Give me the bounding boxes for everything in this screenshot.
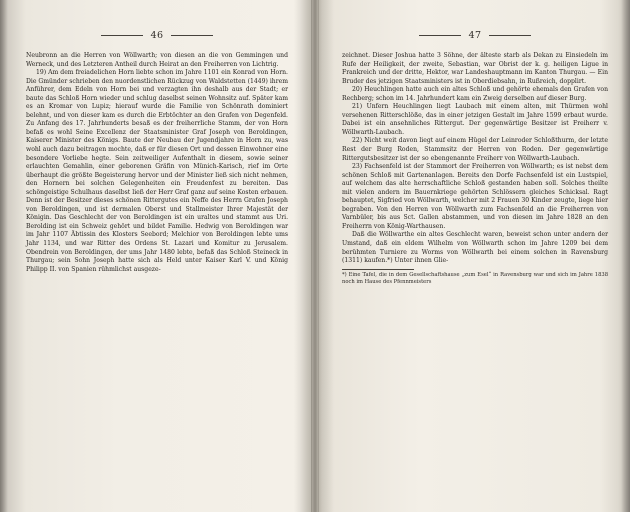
paragraph: Daß die Wöllwarthe ein altes Geschlecht waren, beweist schon unter andern der Umstand, daß ein eldem Wilhelm von Wöllwarth schon im Jahre 1209 bei dem berühmten Turniere zu Worms von Wöllwarth bei einem solchen in Ravensburg (1311) kaufen.*) Unter ihnen Glie-	[342, 231, 608, 265]
folio-rule-right	[489, 35, 531, 36]
paragraph: Neubronn an die Herren von Wöllwarth; von diesen an die von Gemmingen und Werneck, und des Letzteren Antheil durch Heirat an den Freiherren von Lichtrig.	[26, 52, 288, 68]
paragraph: 23) Fachsenfeld ist der Stammort der Freiherren von Wöllwarth; es ist nebst dem schönen Schloß mit Gartenanlagen. Bereits den Dorfe Fachsenfeld ist ein Lustspiel, auf welchem das alte herrschaftliche Schloß gestanden haben soll. Solches theilte mit vielen andern im Bauernkriege gehörten Schlössern gleiches Schicksal. Ragt behauptet, Sigfried von Wöllwarth, welcher mit 2 Frauen 30 Kinder zeugte, liege hier begraben. Von den Herren von Wöllwarth zum Fachsenfeld an die Freiherren von Varnbüler, bis aus Sct. Gallen abstammen, und von diesen im Jahre 1828 an den Freiherrn von König-Warthausen.	[342, 163, 608, 230]
page-edge-shadow-left	[0, 0, 8, 512]
page-number-right	[342, 26, 608, 44]
folio-number-left: 46	[150, 29, 164, 41]
page-right	[318, 0, 630, 512]
paragraph: 22) Nicht weit davon liegt auf einem Hügel der Leinroder Schloßthurm, der letzte Rest der Burg Roden, Stammsitz der Herren von Roden. Der gegenwärtige Rittergutsbesitzer ist der so ebengenannte Freiherr von Wöllwarth-Laubach.	[342, 137, 608, 162]
folio-rule-left	[101, 35, 143, 36]
folio-rule-right	[171, 35, 213, 36]
footnote-divider	[342, 269, 414, 270]
folio-number-right: 47	[468, 29, 482, 41]
folio-rule-left	[419, 35, 461, 36]
page-number-left	[26, 26, 288, 44]
paragraph: 19) Am dem freiadelichen Horn liebte schon im Jahre 1101 ein Konrad von Horn. Die Gmünder schrieben den nuordenstlichen Rückzug von Waldstetten (1449) ihrem Anführer, dem Edeln von Horn bei und verzagten ihn deshalb aus der Stadt; er baute das Schloß Horn wieder und schlug daselbst seinen Wohnsitz auf. Später kam es an Kromar von Lupiz; hierauf wurde die Familie von Schönrath dominiert belehnt, und von dieser kam es durch die Erbtöchter an den Grafen von Degenfeld. Zu Anfang des 17. Jahrhunderts besaß es der freiherrliche Stamm, der von Horn befaß es wohl Seine Excellenz der Staatsminister Graf Joseph von Beroldingen, Kaiserer Minister des Königs. Baute der Neubau der Jugendjahre in Horn zu, was wohl auch dazu beitragen mochte, daß er für diesen Ort und dessen Einwohner eine besondere Vorliebe hegte. Sein zeitweiliger Aufenthalt in diesem, sowie seiner erlauchten Gemahlin, einer geborenen Gräfin von Münich-Karisch, rief im Orte überhaupt die größte Begeisterung hervor und der Minister ließ sich nicht nehmen, den Hornern bei solchen Gelegenheiten ein Freudenfest zu bereiten. Das schöngeistige Schulhaus daselbst ließ der Herr Graf ganz auf seine Kosten erbauen. Denn ist der Besitzer dieses schönen Rittergutes ein Neffe des Herrn Grafen Joseph von Beroldingen, und ist dermalen Oberst und Stallmeister Ihrer Majestät der Königin. Das Geschlecht der von Beroldingen ist ein uraltes und stammt aus Uri. Berolding ist ein Schweiz gehört und bildet Familie. Hedwig von Beroldingen war im Jahr 1107 Äbtissin des Klosters Seebord; Melchior von Beroldingen lebte ums Jahr 1134, und war Ritter des Ordens St. Lazari und Komitur zu Jerusalem. Obendrein von Beroldingen, der ums Jahr 1480 lebte, befaß das Schloß Steineck in Thurgau; sein Sohn Joseph hatte sich als Held unter Kaiser Karl V. und König Philipp II. von Spanien rühmlichst ausgeze-	[26, 69, 288, 273]
body-text-left	[26, 52, 288, 274]
gutter-shadow-right	[318, 0, 334, 512]
page-left	[0, 0, 312, 512]
gutter-shadow-left	[294, 0, 312, 512]
paragraph: 21) Unfern Heuchlingen liegt Laubach mit einem alten, mit Thürmen wohl versehenen Ritterschlöße, das in einer jetzigen Gestalt im Jahre 1599 erbaut wurde. Dabei ist ein ansehnliches Rittergut. Der gegenwärtige Besitzer ist Freiherr v. Wöllwarth-Laubach.	[342, 103, 608, 136]
paragraph: 20) Heuchlingen hatte auch ein altes Schloß und gehörte ehemals den Grafen von Rechberg; schon im 14. Jahrhundert kam ein Zweig derselben auf dieser Burg.	[342, 86, 608, 102]
page-edge-shadow-right	[621, 0, 630, 512]
body-text-right	[342, 52, 608, 266]
footnote-text: *) Eine Tafel, die in dem Gesellschaftshause „zum Esel“ in Ravensburg war und sich im Jahre 1838 noch im Hause des Pfennmeisters	[342, 271, 608, 285]
paragraph: zeichnet. Dieser Joshua hatte 3 Söhne, der älteste starb als Dekan zu Einsiedeln im Rufe der Heiligkeit, der zweite, Sebastian, war Obrist der k. g. heiligen Ligue in Frankreich und der dritte, Hektor, war Landeshauptmann im Kanton Thurgau. — Ein Bruder des jetzigen Staatsministers ist in Oberdiebsahn, in Rußreich, dopplirt.	[342, 52, 608, 85]
footnote-block	[342, 269, 608, 286]
